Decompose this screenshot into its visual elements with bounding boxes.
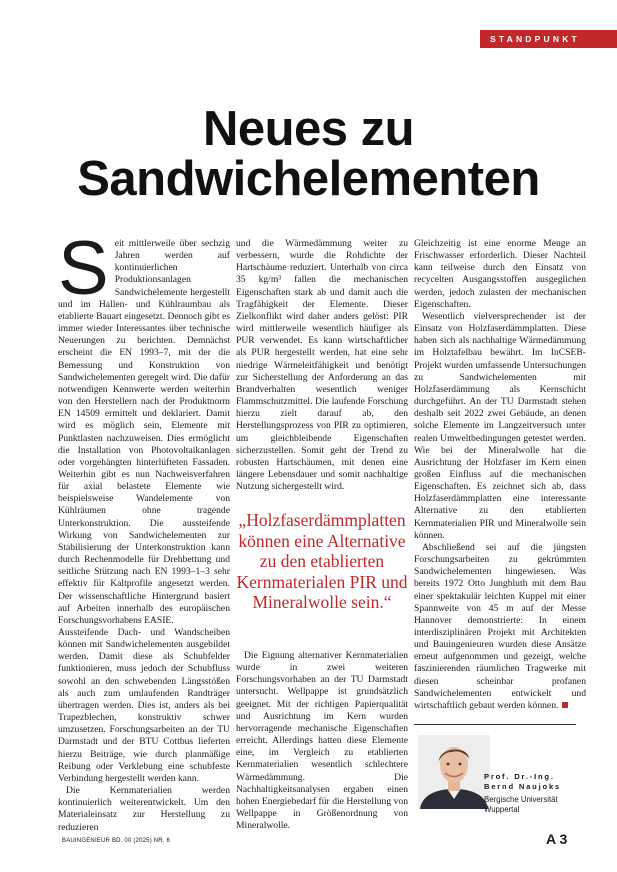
column-3 — [414, 238, 586, 712]
author-name: Bernd Naujoks — [484, 782, 561, 791]
column-1 — [58, 226, 230, 834]
col3-paragraph-2: Wesentlich vielversprechender ist der Einsatz von Holzfaserdämmplatten. Diese haben sich als nachhaltige Wärmedämmung im Holztafelbau bewährt. Im InCSEB-Projekt wurden umfassende Untersuchungen zu Sandwichelementen mit Holzfaserdämmung als Kernschicht durchgeführt. An der TU Darmstadt stehen deshalb seit 2022 zwei Gebäude, an denen solche Elemente im Langzeitversuch unter realen Umweltbedingungen getestet werden. Wie bei der Mineralwolle hat die Ausrichtung der Holzfaser im Kern einen großen Einfluss auf die mechanischen Eigenschaften. Es zeichnet sich ab, dass Holzfaserdämmplatten eine interessante Alternative zu den etablierten Kernmaterialien PIR und Mineralwolle sein können. — [414, 310, 586, 541]
article-title-line1: Neues zu — [202, 102, 415, 156]
col1-paragraph-1: eit mittlerweile über sechzig Jahren werden auf kontinuierlichen Produktionsanlagen Sandwichelemente hergestellt und im Hallen- und Kühlraumbau als etablierte Bauart eingesetzt. Dennoch gibt es immer wieder Interessantes über technische Neuerungen zu berichten. Demnächst erscheint die EN 1993–7, mit der die Bemessung und Konstruktion von Sandwichelementen geregelt wird. Die dafür notwendigen Kennwerte werden weiterhin von den Herstellern nach der Produktnorm EN 14509 ermittelt und deklariert. Damit wird es möglich sein, Elemente mit Punktlasten nachzuweisen. Dies ermöglicht die Installation von Photovoltaikanlagen oder vorgehängten hinterlüfteten Fassaden. Weiterhin gibt es nun Nachweisverfahren für axial belastete Elemente wie beispielsweise Wandelemente von Kühlräumen ohne tragende Unterkonstruktion. Die aussteifende Wirkung von Sandwichelementen zur Stabilisierung der Unterkonstruktion kann durch Rechenmodelle für Drehbettung und seitliche Stützung nach EN 1993–1–3 sehr effektiv für Kaltprofile angesetzt werden. Der wissenschaftliche Hintergrund basiert auf Arbeiten innerhalb des europäischen Forschungsvorhabens EASIE. — [58, 238, 230, 626]
col3-paragraph-3: Abschließend sei auf die jüngsten Forschungsarbeiten zu gekrümmten Sandwichelementen hingewiesen. Was bereits 1972 Otto Jungbluth mit dem Bau einer spektakulär leichten Kuppel mit einer Spannweite von 45 m auf der Messe Hannover demonstrierte: In einem interdisziplinären Projekt mit Architekten und Bauingenieuren wurden diese Ansätze erneut aufgenommen und gezeigt, welche faszinierenden räumlichen Tragwerke mit diesen scheinbar profanen Sandwichelementen entwickelt und wirtschaftlich gebaut werden können. — [414, 541, 586, 711]
dropcap: S — [58, 226, 109, 311]
column-2-lower — [236, 650, 408, 832]
author-affiliation: Bergische Universität Wuppertal — [484, 795, 558, 814]
col2-paragraph-2: Die Eignung alternativer Kernmaterialien wurde in zwei weiteren Forschungsvorhaben an der TU Darmstadt untersucht. Wellpappe ist grundsätzlich geeignet. Mit der richtigen Papierqualität und Ausrichtung im Kern wurden hervorragende mechanische Eigenschaften erreicht. Allerdings hatten diese Elemente eine, im Vergleich zu etablierten Kernmaterialien wesentlich schlechtere Wärmedämmung. Die Nachhaltigkeitsanalysen ergaben einen hohen Energiebedarf für die Herstellung von Wellpappe in Größenordnung von Mineralwolle. — [236, 650, 408, 832]
section-tag: STANDPUNKT — [480, 30, 617, 48]
author-photo — [418, 735, 490, 809]
col2-paragraph-1: und die Wärmedämmung weiter zu verbessern, wurde die Rohdichte der Hartschäume reduziert. Unterhalb von circa 35 kg/m³ fallen die mechanischen Eigenschaften stark ab und damit auch die Tragfähigkeit der Elemente. Dieser Zielkonflikt wird daher anders gelöst: PIR wird mittlerweile wesentlich häufiger als PUR verwendet. Es kann wirtschaftlicher als PUR hergestellt werden, hat eine sehr niedrige Wärmeleitfähigkeit und benötigt zur Sicherstellung der Anforderung an das Brandverhalten wesentlich weniger Flammschutzmittel. Die laufende Forschung hierzu zielt darauf ab, den Herstellungsprozess von PIR zu optimieren, um gleichbleibende Eigenschaften sicherzustellen. Somit geht der Trend zu robusten Hartschäumen, mit denen eine längere Lebensdauer und somit nachhaltige Nutzung sichergestellt wird. — [236, 238, 408, 493]
author-portrait-icon — [418, 735, 490, 809]
pull-quote: „Holzfaserdämmplatten können eine Alternative zu den etablierten Kernmaterialen PIR und Mineralwolle sein.“ — [236, 510, 408, 612]
col3-paragraph-1: Gleichzeitig ist eine enorme Menge an Frischwasser erforderlich. Dieser Nachteil kann teilweise durch den Einsatz von recycelten Ausgangsstoffen ausgeglichen werden, jedoch zulasten der mechanischen Eigenschaften. — [414, 238, 586, 310]
author-divider — [414, 724, 576, 725]
article-title-line2: Sandwichelementen — [77, 152, 540, 206]
col1-paragraph-2: Aussteifende Dach- und Wandscheiben können mit Sandwichelementen ausgebildet werden. Damit diese als Schubfelder funktionieren, muss jedoch der Schubfluss sowohl an den schwebenden Längsstößen als auch zum umlaufenden Randträger übertragen werden. Dies ist, anders als bei Trapezblechen, konstruktiv schwer umzusetzen. Forschungsarbeiten an der TU Darmstadt und der BTU Cottbus lieferten hierzu Beiträge, wie durch planmäßige Reibung oder Verklebung eine schubfeste Verbindung hergestellt werden kann. — [58, 627, 230, 784]
end-mark-icon — [562, 702, 568, 708]
page-number: A 3 — [546, 831, 568, 847]
journal-footer: BAUINGENIEUR BD. 00 (2025) NR. 6 — [62, 838, 171, 844]
author-title: Prof. Dr.-Ing. — [484, 772, 555, 781]
col1-paragraph-3: Die Kernmaterialien werden kontinuierlich weiterentwickelt. Um den Materialeinsatz zur Herstellung zu reduzieren — [58, 785, 230, 833]
column-2 — [236, 238, 408, 493]
